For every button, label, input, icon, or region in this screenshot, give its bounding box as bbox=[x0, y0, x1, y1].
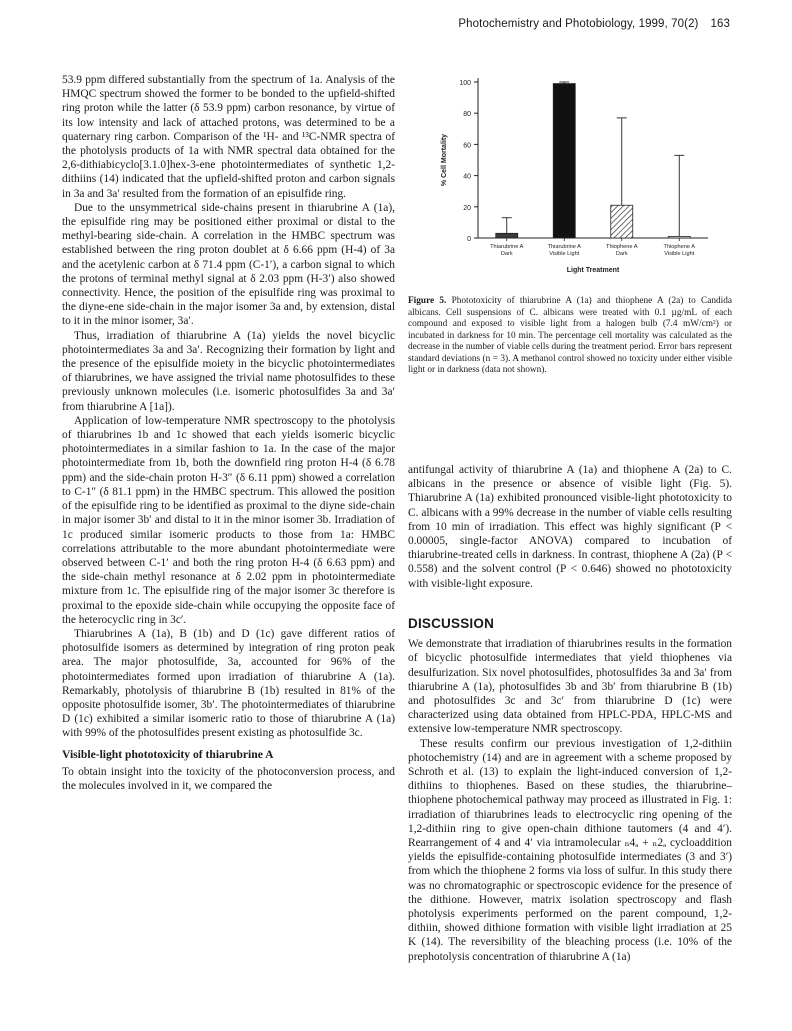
body-paragraph: 53.9 ppm differed substantially from the spectrum of 1a. Analysis of the HMQC spectrum showed the former to be bonded to the upfield-shifted ring proton while the latter (δ 53.9 ppm) carbon resonance, by virtue of its low intensity and lack of attached protons, was determined to be a quaternary ring carbon. Comparison of the ¹H- and ¹³C-NMR spectra of the photolysis products of 1a with NMR spectral data obtained for the 2,6-dithiabicyclo[3.1.0]hex-3-ene photointermediates of synthetic 1,2-dithiins (14) indicated that the upfield-shifted proton and carbon signals in 3a and 3a′ resulted from the formation of an episulfide ring. bbox=[62, 74, 395, 200]
x-tick-label: Thiarubrine A bbox=[547, 244, 581, 250]
y-tick-label: 0 bbox=[467, 236, 471, 243]
x-tick-label: Dark bbox=[615, 251, 628, 257]
y-tick-label: 80 bbox=[463, 111, 471, 119]
discussion-heading: DISCUSSION bbox=[408, 616, 495, 631]
caption-text: Phototoxicity of thiarubrine A (1a) and thiophene A (2a) to Candida albicans. Cell suspensions of C. albicans were treated with 0.1 µg/mL of each compound and exposed to visible light from a halogen bulb (7.4 mW/cm²) or incubated in darkness for 10 min. The percentage cell mortality was calculated as the decrease in the number of viable cells during the treatment period. Error bars represent standard deviations (n = 3). A methanol control showed no toxicity under either visible light or in darkness (data not shown). bbox=[408, 296, 732, 375]
body-paragraph: antifungal activity of thiarubrine A (1a) and thiophene A (2a) to C. albicans in the presence or absence of visible light (Fig. 5). Thiarubrine A (1a) exhibited pronounced visible-light phototoxicity to C. albicans with a 99% decrease in the number of viable cells resulting from 10 min of irradiation. This effect was highly significant (P < 0.00005, single-factor ANOVA) compared to incubation of thiarubrine-treated cells in darkness. In contrast, thiophene A (2a) (P < 0.558) and the solvent control (P < 0.646) showed no phototoxicity with visible-light exposure. bbox=[408, 464, 732, 590]
body-paragraph: Thus, irradiation of thiarubrine A (1a) yields the novel bicyclic photointermediates 3a and 3a′. Recognizing their formation by light and the presence of the episulfide moiety in the bicyclic photointermediates of thiarubrines, we have assigned the trivial name photosulfides to these previously unknown molecules (i.e. isomeric photosulfides 3a and 3a′ from thiarubrine A [1a]). bbox=[62, 329, 395, 413]
discussion-section bbox=[408, 617, 732, 964]
page-number: 163 bbox=[710, 18, 730, 30]
figure-5-chart bbox=[408, 70, 732, 295]
bar-chart bbox=[408, 70, 732, 295]
body-paragraph: Application of low-temperature NMR spectroscopy to the photolysis of thiarubrines 1b and 1c showed that each yields isomeric bicyclic photointermediates in a similar fashion to 1a. In the case of the major photointermediate from 1b, both the downfield ring proton H-4 (δ 6.78 ppm) and the side-chain proton H-3″ (δ 6.11 ppm) showed a correlation to C-1″ (δ 81.1 ppm) in the HMBC spectrum. This allowed the position of the episulfide ring to be identified as proximal to the diyne side-chain in major isomer 3b′ and distal to it in the minor isomer 3b. Irradiation of 1c produced similar isomeric products to those from 1a: HMBC correlations attributable to the more abundant photointermediate were observed between C-1′ and both the ring proton H-4 (δ 6.63 ppm) and the side-chain methyl resonance at δ 2.02 ppm in photointermediate mixture from 1c. The episulfide ring of the major isomer 3c therefore is proximal to the epoxide side-chain while occupying the opposite face of the heterocyclic ring in 3c′. bbox=[62, 414, 395, 626]
body-paragraph: These results confirm our previous investigation of 1,2-dithiin photochemistry (14) and are in agreement with a scheme proposed by Schroth et al. (13) to explain the light-induced conversion of 1,2-dithiins to thiophenes. Based on these studies, the thiarubrine–thiophene photochemical pathway may proceed as illustrated in Fig. 1: irradiation of thiarubrines leads to electrocyclic ring opening of the 1,2-dithiin ring to give open-chain dithione tautomers (4 and 4′). Rearrangement of 4 and 4′ via intramolecular ₙ4ₐ + ₙ2ₐ cycloaddition yields the episulfide-containing photosulfide intermediates (3 and 3′) from which the thiophene 2 forms via loss of sulfur. In this study there was no chromatographic or spectroscopic evidence for the presence of the dithione. However, matrix isolation spectroscopy and flash photolysis experiments performed on the parent compound, 1,2-dithiin, showed dithione formation with visible light irradiation at 25 K (14). The reversibility of the bleaching process (i.e. 10% of the prephotolysis concentration of thiarubrine A (1a) bbox=[408, 737, 732, 963]
body-paragraph: Due to the unsymmetrical side-chains present in thiarubrine A (1a), the episulfide ring may be positioned either proximal or distal to the methyl-bearing side-chain. A correlation in the HMBC spectrum was established between the ring proton doublet at δ 6.66 ppm (H-4) of 3a and the acetylenic carbon at δ 71.4 ppm (C-1′), a carbon signal to which the protons of terminal methyl signal at δ 2.03 ppm (H-3′) also showed connectivity. Hence, the position of the episulfide ring was proximal to the diyne-ene side-chain in the major isomer 3a and, by extension, distal to it in the minor isomer, 3a′. bbox=[62, 201, 395, 328]
body-paragraph: We demonstrate that irradiation of thiarubrines results in the formation of bicyclic photosulfide intermediates that yield thiophenes via desulfurization. Six novel photosulfides, photosulfides 3a and 3a′ from thiarubrine A (1a), photosulfides 3b and 3b′ from thiarubrine B (1b) and photosulfides 3c and 3c′ from thiarubrine D (1c) were characterized using data obtained from HPLC-PDA, HPLC-MS and extensive low-temperature NMR spectroscopy. bbox=[408, 638, 732, 736]
x-tick-label: Thiophene A bbox=[663, 244, 695, 250]
y-tick-label: 100 bbox=[459, 80, 471, 87]
x-tick-label: Visible Light bbox=[549, 251, 580, 257]
left-column bbox=[62, 73, 395, 793]
section-subheading: Visible-light phototoxicity of thiarubrine A bbox=[62, 747, 274, 761]
bar bbox=[668, 236, 690, 238]
running-header bbox=[458, 18, 730, 30]
x-axis-title: Light Treatment bbox=[566, 267, 620, 274]
y-tick-label: 60 bbox=[463, 142, 471, 150]
caption-label: Figure 5. bbox=[408, 296, 447, 306]
x-tick-label: Thiophene A bbox=[606, 244, 638, 250]
journal-citation: Photochemistry and Photobiology, 1999, 70(2) bbox=[458, 18, 699, 30]
y-tick-label: 20 bbox=[463, 204, 471, 212]
figure-caption bbox=[408, 296, 732, 377]
x-tick-label: Dark bbox=[500, 251, 513, 257]
right-column-top bbox=[408, 463, 732, 591]
x-tick-label: Visible Light bbox=[664, 251, 695, 257]
x-tick-label: Thiarubrine A bbox=[490, 244, 524, 250]
bar bbox=[553, 84, 575, 238]
bar bbox=[496, 233, 518, 238]
bar bbox=[611, 205, 633, 238]
body-paragraph: Thiarubrines A (1a), B (1b) and D (1c) gave different ratios of photosulfide isomers as determined by integration of ring proton peak area. The major photosulfide, 3a, accounted for 96% of the photointermediates formed upon irradiation of thiarubrine A (1a). Remarkably, photolysis of thiarubrine B (1b) resulted in 81% of the opposite photosulfide isomer, 3b′. The photointermediates of thiarubrine D (1c) exhibited a similar isomeric ratio to those of thiarubrine A (1a) with 99% of the photosulfides present existing as photosulfide 3c. bbox=[62, 627, 395, 740]
y-axis-title: % Cell Mortality bbox=[441, 133, 448, 187]
y-tick-label: 40 bbox=[463, 173, 471, 181]
body-paragraph: To obtain insight into the toxicity of the photoconversion process, and the molecules involved in it, we compared the bbox=[62, 765, 395, 792]
